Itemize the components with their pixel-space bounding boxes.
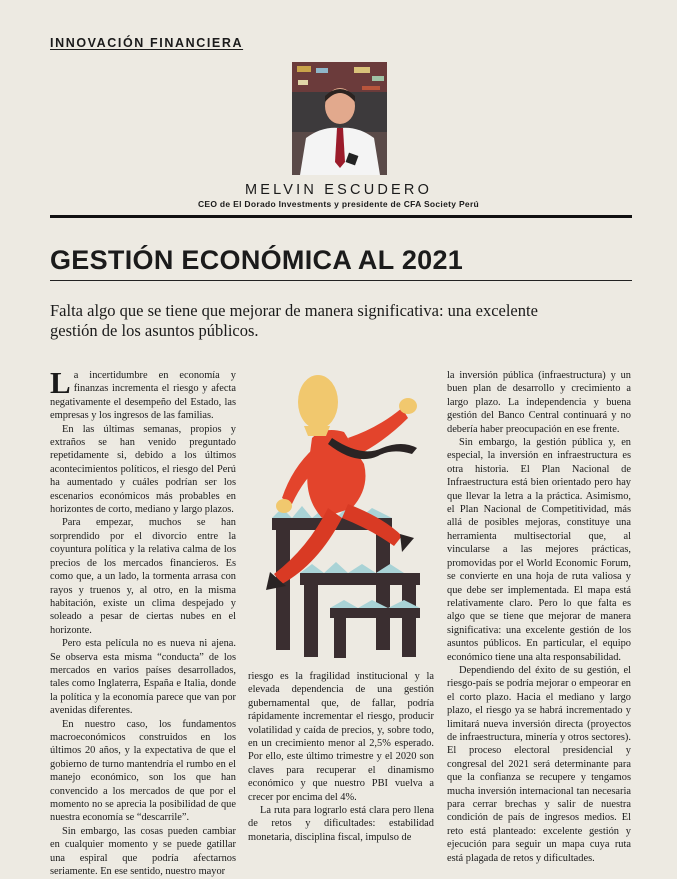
paragraph: la inversión pública (infraestructura) y un buen plan de desarrollo y crecimiento a largo plazo. La independencia y buena gestión del Banco Central continuará y no debería haber preocupación en ese frente. (447, 370, 631, 435)
section-label: INNOVACIÓN FINANCIERA (50, 36, 244, 50)
paragraph: Para empezar, muchos se han sorprendido por el divorcio entre la coyuntura política y la relativa calma de los precios de los mercados financieros. Es como que, a un lado, la tormenta arrasa con rayos y truenos y, al otro, en la misma habitación, existe un clima despejado y soleado a pesar de ciertas nubes en el horizonte. (50, 517, 236, 636)
paragraph: riesgo es la fragilidad institucional y la elevada dependencia de una gestión gubernamental que, de fallar, podría rápidamente incrementar el riesgo, producir volatilidad y caída de precios, y, sobre todo, en un crecimiento menor al 2,5% esperado. Por ello, este último trimestre y el 2020 son claves para recuperar el dinamismo económico y que nuestro PBI vuelva a crecer por encima del 4%. (248, 671, 434, 803)
paragraph: Sin embargo, las cosas pueden cambiar en cualquier momento y se puede gatillar una espiral que podría afectarnos seriamente. En ese sentido, nuestro mayor (50, 825, 236, 878)
paragraph: La ruta para lograrlo está clara pero llena de retos y dificultades: estabilidad monetaria, disciplina fiscal, impulso de (248, 805, 434, 843)
header-rule (50, 215, 632, 218)
paragraph: Dependiendo del éxito de su gestión, el riesgo-país se podría mejorar o empeorar en el corto plazo. Hacia el mediano y largo plazo, el riesgo ya se habrá incrementado y limitará nueva inversión directa (proyectos de infraestructura, minería y otros sectores). El proceso electoral presidencial y congresal del 2021 será determinante para que la confianza se recupere y tengamos mucha inversión internacional tan necesaria para cerrar brechas y salir de nuestra condición de país de ingresos medios. El reto está planteado: excelente gestión y ejecución para seguir un mapa cuya ruta está plagada de retos y dificultades. (447, 664, 631, 864)
paragraph: En nuestro caso, los fundamentos macroeconómicos construidos en los últimos 20 años, y la expectativa de que el gobierno de turno mantendría el rumbo en el manejo económico, son los que han convencido a los mercados de que por el momento no se aprecia la posibilidad de que nuestra economía se “descarrile”. (50, 718, 236, 824)
hurdle-runner-illustration (252, 368, 434, 664)
text-column-2 (248, 670, 434, 844)
author-name: MELVIN ESCUDERO (244, 182, 433, 198)
text-column-3 (447, 369, 631, 865)
paragraph: Sin embargo, la gestión pública y, en especial, la inversión en infraestructura es otra historia. El Plan Nacional de Infraestructura está bien orientado pero hay que llevar la letra a la práctica. Asimismo, el Plan Nacional de Competitividad, más allá de posibles mejoras, constituye una herramienta multisectorial que, al vincularse a las mejores prácticas, promovidas por el World Economic Forum, se convierte en una hoja de ruta valiosa y que debe ser implementada. El mapa está relativamente claro. Pero lo que falta es algo que se tiene que mejorar de manera significativa: una excelente gestión de los asuntos públicos. En particular, el equipo económico tiene una alta responsabilidad. (447, 437, 631, 663)
author-photo (292, 62, 387, 175)
drop-cap: L (50, 365, 71, 400)
text-column-1 (50, 365, 236, 878)
author-role: CEO de El Dorado Investments y presidente de CFA Society Perú (197, 199, 480, 209)
paragraph: En las últimas semanas, propios y extraños se han venido preguntado repetidamente si, debido a los últimos acontecimientos políticos, el riesgo del Perú ha aumentado y cuáles podrían ser los escenarios económicos más probables en horizontes de corto, mediano y largo plazos. (50, 423, 236, 516)
deck-subtitle: Falta algo que se tiene que mejorar de manera significativa: una excelente gestión de los asuntos públicos. (50, 301, 538, 340)
paragraph: Pero esta película no es nueva ni ajena. Se observa esta misma “conducta” de los mercados en varios países desarrollados, tales como Inglaterra, España e Italia, donde la política y la economía parece que van por avenidas diferentes. (50, 638, 236, 717)
headline: GESTIÓN ECONÓMICA AL 2021 (50, 245, 464, 275)
headline-rule (50, 280, 632, 281)
paragraph: a incertidumbre en economía y finanzas incrementa el riesgo y afecta negativamente el desempeño del Estado, las empresas y los ingresos de las familias. (50, 370, 236, 422)
